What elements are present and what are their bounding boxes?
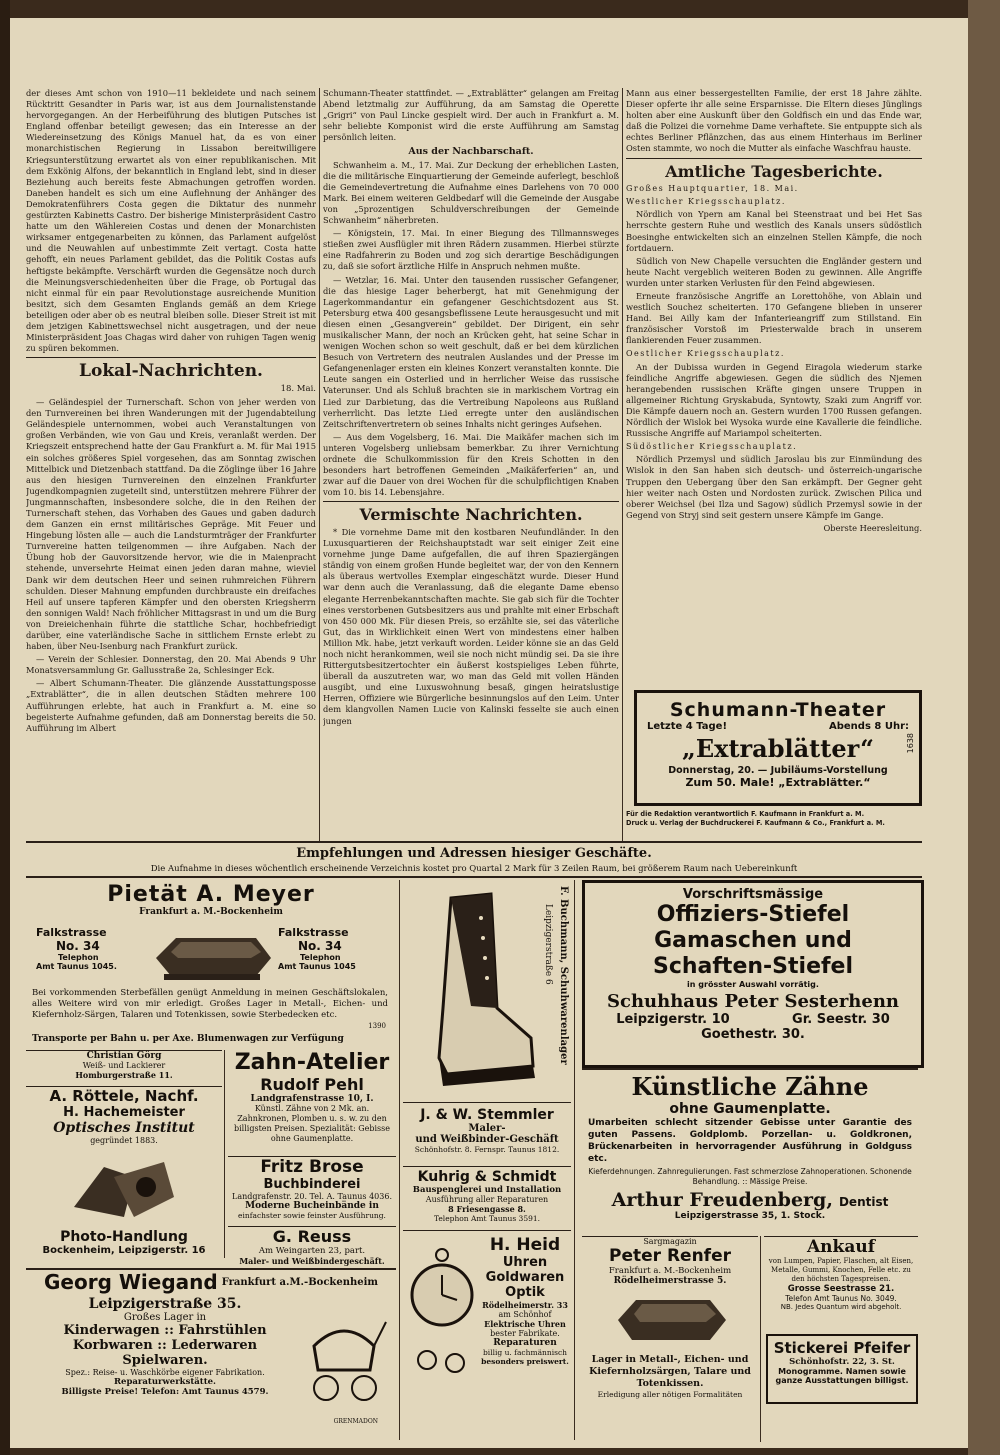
ad-stiefel: [582, 880, 924, 1068]
divider: [323, 501, 619, 502]
optik-line-1: A. Röttele, Nachf.: [49, 1087, 199, 1105]
ad-ankauf: [764, 1236, 918, 1327]
optik-line-3: Optisches Institut: [53, 1120, 195, 1136]
heid-line-10: billig u. fachmännisch: [483, 1348, 567, 1357]
meyer-street-left: Falkstrasse: [36, 926, 107, 939]
meyer-foot: Transporte per Bahn u. per Axe. Blumenwagen zur Verfügung: [32, 1034, 344, 1044]
heeresleitung-signature: Oberste Heeresleitung.: [823, 522, 922, 533]
meyer-no-left: No. 34: [56, 939, 100, 953]
ad-kuenstliche-zaehne: [582, 1068, 918, 1236]
kuhrig-line-1: Kuhrig & Schmidt: [417, 1169, 557, 1185]
coffin-illustration: [146, 928, 276, 986]
stiefel-line-5: in grösster Auswahl vorrätig.: [687, 980, 819, 989]
right-binding-edge: [968, 0, 1000, 1455]
section-rule: [26, 841, 922, 843]
brose-line-3: Landgrafenstr. 20. Tel. A. Taunus 4036.: [232, 1192, 392, 1201]
lokal-article-3: — Albert Schumann-Theater. Die glänzende Ausstattungsposse „Extrablätter“, die in allen deutschen Städten mehrere 100 Aufführungen erlebte, hat auch in Frankfurt a. M. eine so begeisterte Aufnahme gefunden, daß am Donnerstag bereits die 50. Aufführung im Albert: [26, 678, 316, 733]
meyer-number: 1390: [368, 1022, 386, 1030]
heid-line-5: Rödelheimerstr. 33: [482, 1300, 568, 1310]
zahn-title: Zahn-Atelier: [234, 1050, 390, 1075]
renfer-line-1: Peter Renfer: [609, 1246, 731, 1266]
column-rule: [622, 88, 623, 843]
amtliche-title: Amtliche Tagesberichte.: [665, 161, 883, 181]
wiegand-line-3: Großes Lager in: [123, 1312, 207, 1323]
stemmler-line-4: Schönhofstr. 8. Fernspr. Taunus 1812.: [414, 1145, 560, 1154]
ad-rule: [399, 880, 400, 1440]
meyer-tel-right: Telephon: [300, 953, 341, 962]
stiefel-addr-2: Gr. Seestr. 30: [792, 1012, 890, 1027]
stiefel-addr-3: Goethestr. 30.: [701, 1027, 805, 1042]
theater-line-2: Zum 50. Male! „Extrablätter.“: [685, 776, 871, 789]
wiegand-line-6: Spielwaren.: [122, 1353, 208, 1368]
ad-optik-roettele: [26, 1086, 222, 1257]
meyer-city: Frankfurt a. M.-Bockenheim: [139, 907, 283, 917]
pfeifer-line-4: ganze Ausstattungen billigst.: [775, 1376, 909, 1385]
ad-rule: [760, 1236, 761, 1442]
vermischte-title: Vermischte Nachrichten.: [359, 505, 583, 525]
kuhrig-line-4: 8 Friesengasse 8.: [448, 1204, 526, 1214]
divider: [26, 357, 316, 358]
theater-days: Letzte 4 Tage!: [647, 721, 728, 732]
wiegand-line-8: Reparaturwerkstätte.: [113, 1377, 217, 1387]
brose-line-2: Buchbinderei: [263, 1177, 361, 1192]
col3-intro: Mann aus einer bessergestellten Familie, der erst 18 Jahre zählte. Dieser opferte ihr alle seine Ersparnisse. Die Eltern dieses Jünglings holten aber eine Auskunft über den Goldfisch ein und das Ende war, daß die Polizei die vornehme Dame verhaftete. Sie entpuppte sich als echtes Berliner Pflänzchen, das aus einem Hinterhaus im Berliner Osten stammte, wo noch die Mutter als einfache Waschfrau hauste.: [626, 88, 922, 154]
column-2: [323, 88, 619, 843]
zaehne-line-3: Umarbeiten schlecht sitzender Gebisse unter Garantie des guten Passens. Goldplomb. Porzellan- u. Goldkronen, Brückenarbeiten in hervorragender Ausführung in Goldguss etc.: [588, 1118, 912, 1164]
zaehne-line-1: Künstliche Zähne: [631, 1072, 869, 1101]
meyer-amt-left: Amt Taunus 1045.: [36, 962, 117, 971]
ad-reuss: [228, 1226, 396, 1267]
pram-label: GRENMADON: [333, 1418, 378, 1425]
lokal-date: 18. Mai.: [280, 383, 316, 394]
imprint: [626, 810, 922, 838]
theater-time: Abends 8 Uhr:: [829, 721, 909, 732]
renfer-line-2: Frankfurt a. M.-Bockenheim: [608, 1266, 732, 1276]
heid-line-7: Elektrische Uhren: [484, 1319, 566, 1329]
lokal-title: Lokal-Nachrichten.: [79, 361, 263, 382]
optik-line-4: gegründet 1883.: [90, 1136, 158, 1145]
imprint-line-1: Für die Redaktion verantwortlich F. Kaufmann in Frankfurt a. M.: [626, 810, 865, 818]
kuhrig-line-3: Ausführung aller Reparaturen: [425, 1195, 549, 1204]
watch-illustration: [407, 1245, 477, 1385]
stemmler-line-2: Maler-: [468, 1123, 506, 1134]
stiefel-addr-1: Leipzigerstr. 10: [616, 1012, 730, 1027]
meyer-body: Bei vorkommenden Sterbefällen genügt Anmeldung in meinen Geschäftslokalen, alles Weitere wird von mir erledigt. Großes Lager in Metall-, Eichen- und Kiefernholz-Särgen, Talaren und Totenkissen, sowie Sterbedecken etc.: [32, 988, 388, 1020]
wiegand-line-2: Leipzigerstraße 35.: [88, 1296, 242, 1312]
col1-intro: der dieses Amt schon von 1910—11 bekleidete und nach seinem Rücktritt Gesandter in Paris war, ist aus dem Journalistenstande hervorgegangen. An der Herbeiführung des blutigen Putsches ist England offenbar beteiligt gewesen; das ein Interesse an der Wiedereinsetzung des Königs Manuel hat, da es von einer monarchistischen Regierung in Lissabon bereitwilligere Kriegsunterstützung erwartet als von einer republikanischen. Mit dem Exkönig Alfons, der bekanntlich in England lebt, sind in dieser Beziehung auch bereits feste Abmachungen getroffen worden. Daneben handelt es sich um eine Auflehnung der Anhänger des Demokratenführers Costa gegen die Diktatur des nunmehr gestürzten Kabinetts Castro. Der bisherige Ministerpräsident Castro hatte um den Wählereien Costas und denen der Monarchisten wirksamer entgegenarbeiten zu können, das Parlament aufgelöst und die Neuwahlen auf unbestimmte Zeit vertagt. Costa hatte gehofft, ein neues Parlament gebildet, das die Politik Costas aufs heftigste bekämpfte. Verschärft wurden die Gegensätze noch durch die Meinungsverschiedenheiten über die Frage, ob Portugal das nicht einmal für ein paar Revolutionstage ausreichende Munition besitzt, sich dem Gesamten Englands gemäß an dem Kriege beteiligen oder aber ob es neutral bleiben solle. Dieser Streit ist mit dem jetzigen Kabinettswechsel nicht ausgetragen, und der neue Ministerpräsident Joas Chagas wird daher von ruhigen Tagen wenig zu spüren bekommen.: [26, 88, 316, 354]
pfeifer-line-1: Stickerei Pfeifer: [773, 1339, 911, 1357]
wiegand-city: Frankfurt a.M.-Bockenheim: [221, 1276, 378, 1288]
goerg-addr: Homburgerstraße 11.: [75, 1070, 173, 1080]
stiefel-line-1: Vorschriftsmässige: [682, 887, 824, 902]
lokal-article-1: — Geländespiel der Turnerschaft. Schon von jeher werden von den Turnvereinen bei ihren Wanderungen mit der Jugendabteilung Geländespiele unternommen, wobei auch Veranstaltungen von großen Verbänden, wie von Gau und Kreis, veranlaßt werden. Der Kriegszeit entsprechend hatte der Gau Frankfurt a. M. für Mai 1915 ein solches größeres Spiel vorgesehen, das am Sonntag zwischen Mittelbick und Dietzenbach stattfand. Da die Zöglinge über 16 Jahre aus den hiesigen Turnvereinen den einzelnen Frankfurter Jugendkompagnien zugeteilt sind, unterstützen mehrere Führer der Jungmannschaften, insbesondere solche, die in den Reihen der Turnerschaft stehen, das Vorhaben des Gaues und gaben dadurch dem Ganzen ein ernst militärisches Gepräge. Mit Feuer und Hingebung lösten alle — auch die Landsturmträger der Frankfurter Turnvereine hatten teilgenommen — ihre Aufgaben. Nach der Übung hob der Gauvorsitzende hervor, wie die in Maienpracht stehende, unversehrte Heimat einen jeden daran mahne, wieviel Dank wir dem deutschen Heer und seinen ruhmreichen Führern schulden. Dieser Mahnung empfunden durchbrauste ein dreifaches Heil auf unsere tapferen Kämpfer und den obersten Kriegsherrn den sonnigen Wald! Nach fröhlicher Mittagsrast in und um die Burg von Dreieichenhain führte die stattliche Schar, hochbefriedigt darüber, eine vaterländische Sache in sittlichem Ernste erlebt zu haben, über Neu-Isenburg nach Frankfurt zurück.: [26, 397, 316, 652]
ankauf-line-4: Telefon Amt Taunus No. 3049.: [785, 1294, 897, 1303]
stiefel-line-2: Offiziers-Stiefel: [656, 902, 850, 927]
section-title: Empfehlungen und Adressen hiesiger Geschäfte.: [296, 846, 652, 861]
ad-stickerei-pfeifer: [766, 1334, 918, 1404]
zahn-addr: Landgrafenstrasse 10, I.: [250, 1094, 374, 1104]
hauptquartier-line: Großes Hauptquartier, 18. Mai.: [626, 184, 799, 194]
ankauf-line-3: Grosse Seestrasse 21.: [787, 1284, 895, 1294]
suedost-report: Nördlich Przemysl und südlich Jaroslau bis zur Einmündung des Wislok in den San haben sich deutsch- und österreich-ungarische Truppen den Uebergang über den San erkämpft. Der Gegner geht hier weiter nach Osten und Nordosten zurück. Zwischen Pilica und oberer Weichsel (bei Ilza und Sagow) südlich Przemysl sowie in der Gegend von Stryj sind seit gestern unsere Kämpfe im Gange.: [626, 454, 922, 520]
col2-intro: Schumann-Theater stattfindet. — „Extrablätter“ gelangen am Freitag Abend letztmalig zur Aufführung, da am Samstag die Operette „Grigri“ von Paul Lincke gespielt wird. Der auch in Frankfurt a. M. sehr beliebte Komponist wird die erste Aufführung am Samstag persönlich leiten.: [323, 88, 619, 143]
ad-rule: [574, 880, 575, 1440]
lokal-article-2: — Verein der Schlesier. Donnerstag, den 20. Mai Abends 9 Uhr Monatsversammlung Gr. Gallusstraße 2a, Schlesinger Eck.: [26, 654, 316, 676]
shoe-vertical: F. Buchmann, Schuhwarenlager: [558, 886, 569, 1065]
optik-line-2: H. Hachemeister: [63, 1105, 185, 1120]
stemmler-line-1: J. & W. Stemmler: [420, 1107, 554, 1123]
theater-line-1: Donnerstag, 20. — Jubiläums-Vorstellung: [668, 765, 888, 776]
renfer-line-0: Sargmagazin: [643, 1237, 697, 1246]
ankauf-line-5: NB. Jedes Quantum wird abgeholt.: [780, 1303, 902, 1311]
ad-pietaet-meyer: [26, 880, 396, 1048]
ad-wiegand: [26, 1268, 396, 1446]
west-report-2: Südlich von New Chapelle versuchten die Engländer gestern und heute Nacht vergeblich weiteren Boden zu gewinnen. Alle Angriffe wurden unter starken Verlusten für den Feind abgewiesen.: [626, 255, 922, 288]
goerg-line: Weiß- und Lackierer: [82, 1061, 166, 1070]
heid-line-2: Uhren: [502, 1255, 548, 1270]
stiefel-line-3: Gamaschen und: [654, 928, 852, 953]
ost-report: An der Dubissa wurden in Gegend Eiragola wiederum starke feindliche Angriffe abgewiesen. Gegen die südlich des Njemen herangebenden russischen Kräfte gingen unsere Truppen in allgemeiner Richtung Gryskabuda, Syntowty, Szaki zum Angriff vor. Die Kämpfe dauern noch an. Gestern wurden 1700 Russen gefangen. Nördlich der Wislok bei Wysoka wurde eine Kavallerie die feindliche. Russische Angriffe auf Mariampol scheiterten.: [626, 361, 922, 439]
reuss-line-2: Am Weingarten 23, part.: [258, 1246, 366, 1256]
kuhrig-line-2: Bauspenglerei und Installation: [412, 1185, 562, 1195]
shoe-illustration: [411, 888, 541, 1098]
ad-heid: [403, 1230, 571, 1443]
pram-illustration: [304, 1306, 390, 1416]
meyer-amt-right: Amt Taunus 1045: [278, 962, 356, 971]
heid-line-4: Optik: [505, 1285, 545, 1300]
meyer-street-right: Falkstrasse: [278, 926, 349, 939]
wiegand-line-7: Spez.: Reise- u. Waschkörbe eigener Fabrikation.: [65, 1368, 265, 1377]
ost-heading: Oestlicher Kriegsschauplatz.: [626, 349, 785, 359]
column-rule: [319, 88, 320, 843]
divider: [626, 158, 922, 159]
zaehne-addr: Leipzigerstrasse 35, 1. Stock.: [674, 1211, 826, 1221]
theater-number: 1638: [906, 733, 915, 754]
theater-play: „Extrablätter“: [682, 734, 874, 763]
kuhrig-line-5: Telephon Amt Taunus 3591.: [433, 1214, 541, 1223]
pfeifer-line-2: Schönhofstr. 22, 3. St.: [789, 1357, 895, 1367]
nachbar-article-2: — Königstein, 17. Mai. In einer Biegung des Tillmannsweges stießen zwei Ausflügler mit ihren Rädern zusammen. Hierbei stürzte eine Radfahrerin zu Boden und zog sich derartige Beschädigungen zu, daß sie sofort ärztliche Hilfe in Anspruch nehmen mußte.: [323, 228, 619, 272]
pfeifer-line-3: Monogramme. Namen sowie: [778, 1367, 906, 1376]
nachbar-article-1: Schwanheim a. M., 17. Mai. Zur Deckung der erheblichen Lasten, die die militärische Einquartierung der Gemeinde auferlegt, beschloß die Gemeindevertretung die Aufnahme eines Darlehens von 70 000 Mark. Bei einem weiteren Geldbedarf will die Gemeinde der Ausgabe von „5prozentigen Schuldverschreibungen der Gemeinde Schwanheim“ näherbreten.: [323, 159, 619, 226]
brose-line-1: Fritz Brose: [260, 1157, 364, 1177]
renfer-line-3: Rödelheimerstrasse 5.: [613, 1276, 727, 1286]
ankauf-line-1: Ankauf: [806, 1237, 876, 1257]
camera-hands-illustration: [64, 1147, 184, 1227]
nachbarschaft-title: Aus der Nachbarschaft.: [408, 146, 534, 158]
heid-line-6: am Schönhof: [498, 1310, 552, 1319]
wiegand-line-9: Billigste Preise! Telefon: Amt Taunus 4579.: [61, 1387, 269, 1397]
ad-zahn-atelier: [228, 1050, 396, 1154]
newspaper-page: [10, 18, 968, 1448]
column-1: [26, 88, 316, 828]
zahn-name: Rudolf Pehl: [260, 1075, 364, 1094]
zaehne-line-4: Kieferdehnungen. Zahnregulierungen. Fast schmerzlose Zahnoperationen. Schonende Behandlung. :: Mässige Preise.: [588, 1167, 912, 1186]
brose-line-5: einfachster sowie feinster Ausführung.: [238, 1211, 386, 1220]
reuss-line-3: Maler- und Weißbindergeschäft.: [239, 1256, 385, 1266]
suedost-heading: Südöstlicher Kriegsschauplatz.: [626, 442, 798, 452]
section-rule: [26, 876, 922, 878]
west-heading: Westlicher Kriegsschauplatz.: [626, 197, 786, 207]
brose-line-4: Moderne Bucheinbände in: [245, 1201, 379, 1211]
reuss-line-1: G. Reuss: [272, 1227, 352, 1246]
left-page-edge: [0, 0, 10, 1455]
heid-line-1: H. Heid: [489, 1235, 561, 1255]
theater-ad: [634, 690, 922, 806]
heid-line-9: Reparaturen: [493, 1338, 557, 1348]
west-report-1: Nördlich von Ypern am Kanal bei Steenstraat und bei Het Sas herrschte gestern Ruhe und westlich des Kanals unsers südöstlich Boesinghe entwickelten sich an einzelnen Stellen Kämpfe, die noch fortdauern.: [626, 209, 922, 253]
stiefel-line-4: Schaften-Stiefel: [652, 954, 854, 979]
goerg-name: Christian Görg: [86, 1051, 162, 1061]
wiegand-name: Georg Wiegand: [44, 1270, 218, 1294]
meyer-tel-left: Telephon: [58, 953, 99, 962]
shoe-street: Leipzigerstraße 6: [543, 904, 553, 985]
zaehne-line-2: ohne Gaumenplatte.: [669, 1101, 831, 1117]
zaehne-title: Dentist: [838, 1195, 889, 1209]
optik-line-6: Bockenheim, Leipzigerstr. 16: [42, 1245, 206, 1256]
optik-line-5: Photo-Handlung: [60, 1229, 188, 1245]
nachbar-article-3: — Wetzlar, 16. Mai. Unter den tausenden russischer Gefangener, die das hiesige Lager beherbergt, hat mit Genehmigung der Lagerkommandantur ein gefangener Geschichtsdozent aus St. Petersburg etwa 400 gesangsbeflissene Leute herausgesucht und mit diesen einen „Gesangverein“ gebildet. Der Dirigent, ein sehr musikalischer Mann, der noch an Krücken geht, hat seine Schar in wenigen Wochen schon so weit geschult, daß er bei dem kürzlichen Besuch von Vertretern des neutralen Auslandes und der Presse im Gefangenenlager ersten ein kleines Konzert veranstalten konnte. Die Leute sangen ein Osterlied und in herrlicher Weise das russische Vaterunser. Und als Schluß brachten sie in markischem Vortrag ein Lied zur Darbietung, das die Vertreibung Napoleons aus Rußland verherrlicht. Das letzte Lied erregte unter den ausländischen Zeitschriftenvertretern ob seines Inhalts nicht geringes Aufsehen.: [323, 274, 619, 429]
ankauf-line-2: von Lumpen, Papier, Flaschen, alt Eisen, Metalle, Gummi, Knochen, Felle etc. zu den höchsten Tagespreisen.: [768, 1257, 914, 1283]
ad-rule: [224, 1050, 225, 1258]
west-report-3: Erneute französische Angriffe an Lorettohöhe, von Ablain und westlich Souchez scheiterten. 170 Gefangene blieben in unserer Hand. Bei Ailly kam der Infanterieangriff zum Stillstand. Ein französischer Vorstoß im Priesterwalde brach in unserem flankierenden Feuer zusammen.: [626, 291, 922, 346]
zahn-body: Künstl. Zähne von 2 Mk. an. Zahnkronen, Plomben u. s. w. zu den billigsten Preisen. Spezialität: Gebisse ohne Gaumenplatte.: [234, 1104, 390, 1143]
column-3: [626, 88, 922, 700]
renfer-line-4: Lager in Metall-, Eichen- und Kiefernholzsärgen, Talare und Totenkissen.: [589, 1354, 751, 1389]
heid-line-3: Goldwaren: [485, 1270, 565, 1285]
stemmler-line-3: und Weißbinder-Geschäft: [415, 1134, 559, 1145]
theater-title: Schumann-Theater: [669, 699, 887, 721]
ad-stemmler: [403, 1102, 571, 1165]
section-note: Die Aufnahme in dieses wöchentlich erscheinende Verzeichnis kostet pro Quartal 2 Mark für 3 Zeilen Raum, bei größerem Raum nach Uebereinkunft: [150, 864, 798, 874]
coffin-illustration-2: [610, 1290, 730, 1350]
heid-line-8: bester Fabrikate.: [490, 1329, 560, 1338]
ad-fritz-brose: [228, 1156, 396, 1225]
ad-kuhrig-schmidt: [403, 1166, 571, 1229]
meyer-title: Pietät A. Meyer: [107, 882, 315, 907]
nachbar-article-4: — Aus dem Vogelsberg, 16. Mai. Die Maikäfer machen sich im unteren Vogelsberg unliebsam bemerkbar. Zu ihrer Vernichtung ordnete die Schulkommission für den Kreis Schotten in den besonders hart betroffenen Gemeinden „Maikäferferien“ an, und zwar auf die Dauer von drei Wochen für die schulpflichtigen Knaben vom 10. bis 14. Lebensjahre.: [323, 431, 619, 498]
imprint-line-2: Druck u. Verlag der Buchdruckerei F. Kaufmann & Co., Frankfurt a. M.: [626, 819, 885, 827]
vermischte-article: * Die vornehme Dame mit den kostbaren Neufundländer. In den Luxusquartieren der Reichshauptstadt war seit einiger Zeit eine vornehme junge Dame aufgefallen, die auf ihren Spaziergängen ständig von einem großen Hunde begleitet war, der von den Kennern als überaus wertvolles Exemplar eingeschätzt wurde. Dieser Hund war denn auch die Veranlassung, daß die elegante Dame ebenso elegante Herrenbekanntschaften machte. Sie gab sich für die Tochter eines verstorbenen Gutsbesitzers aus und prahlte mit einer Erbschaft von 450 000 Mk. Für diesen Preis, so erzählte sie, sei das väterliche Gut, das in Wirklichkeit einen Wert von mindestens einer halben Million Mk. habe, jetzt verkauft worden. Leider könne sie an das Geld noch nicht herankommen, weil sie noch nicht mündig sei. Da sie ihre Rittergutsbesitzertochter ein äußerst kostspieliges Leben führte, überall da auszutreten war, wo man das Geld mit vollen Händen ausgibt, und eine Luxuswohnung besaß, gingen heiratslustige Herren, Offiziere wie Bürgerliche besinnungslos auf den Leim. Unter dem klangvollen Namen Lucie von Kalinski fesselte sie auch einen jungen: [323, 526, 619, 726]
meyer-no-right: No. 34: [298, 939, 342, 953]
heid-line-11: besonders preiswert.: [481, 1357, 569, 1366]
ad-shoe: [403, 880, 571, 1100]
ad-renfer: [582, 1236, 758, 1443]
ad-goerg: [26, 1050, 222, 1085]
stiefel-shop: Schuhhaus Peter Sesterhenn: [606, 991, 900, 1012]
zaehne-name: Arthur Freudenberg,: [611, 1189, 833, 1211]
renfer-line-5: Erledigung aller nötigen Formalitäten: [597, 1390, 743, 1399]
wiegand-line-4: Kinderwagen :: Fahrstühlen: [63, 1323, 267, 1338]
wiegand-line-5: Korbwaren :: Lederwaren: [72, 1338, 258, 1353]
